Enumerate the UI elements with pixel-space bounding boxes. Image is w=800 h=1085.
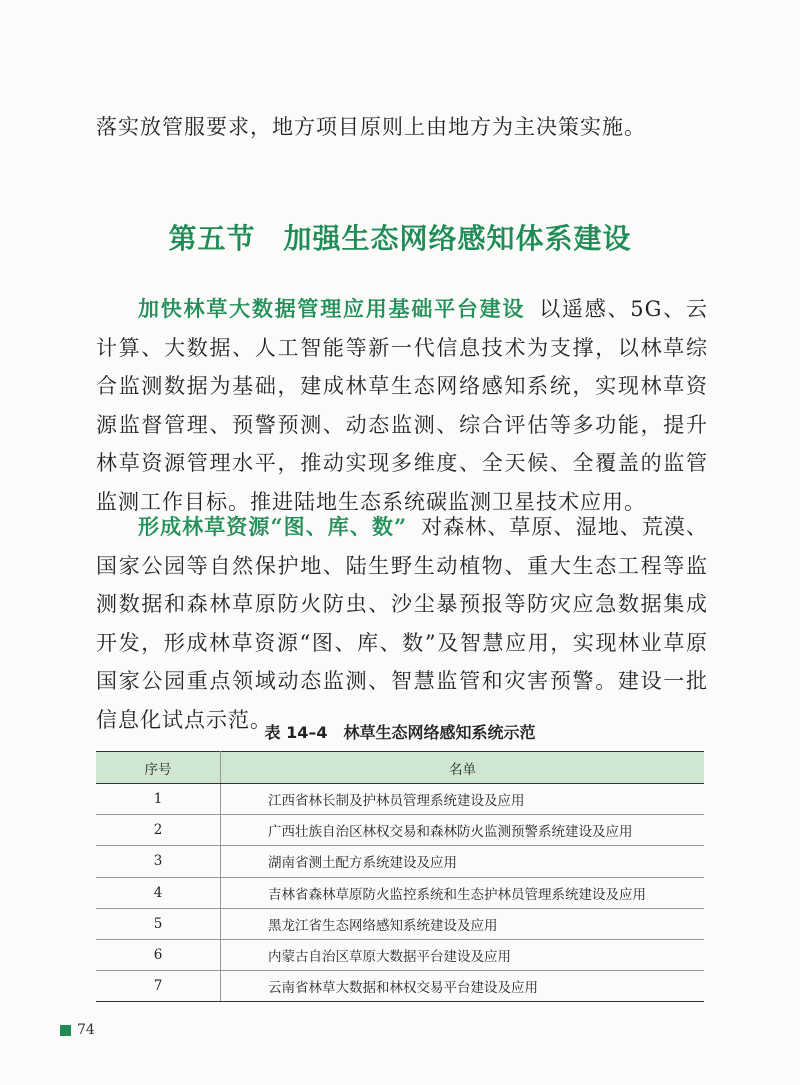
column-header-name: 名单 xyxy=(221,752,705,784)
row-name: 吉林省森林草原防火监控系统和生态护林员管理系统建设及应用 xyxy=(221,877,705,908)
row-seq: 6 xyxy=(96,939,221,970)
table-row xyxy=(96,846,704,877)
paragraph-resource-map-database xyxy=(96,508,708,740)
paragraph-continuation xyxy=(96,108,708,147)
table-row xyxy=(96,877,704,908)
paragraph-text: 以遥感、5G、云计算、大数据、人工智能等新一代信息技术为支撑，以林草综合监测数据为基础，建成林草生态网络感知系统，实现林草资源监督管理、预警预测、动态监测、综合评估等多功能，提升林草资源管理水平，推动实现多维度、全天候、全覆盖的监管监测工作目标。推进陆地生态系统碳监测卫星技术应用。 xyxy=(96,297,708,514)
paragraph-text: 对森林、草原、湿地、荒漠、国家公园等自然保护地、陆生野生动植物、重大生态工程等监测数据和森林草原防火防虫、沙尘暴预报等防灾应急数据集成开发，形成林草资源“图、库、数”及智慧应用，实现林业草原国家公园重点领域动态监测、智慧监管和灾害预警。建设一批信息化试点示范。 xyxy=(96,515,708,732)
table-row xyxy=(96,815,704,846)
row-seq: 2 xyxy=(96,815,221,846)
column-header-seq: 序号 xyxy=(96,752,221,784)
row-seq: 5 xyxy=(96,908,221,939)
page-number: 74 xyxy=(77,1022,95,1038)
paragraph-lead-heading: 形成林草资源“图、库、数” xyxy=(138,514,408,539)
section-heading xyxy=(0,217,800,257)
row-seq: 4 xyxy=(96,877,221,908)
table-caption xyxy=(0,720,800,743)
row-name: 内蒙古自治区草原大数据平台建设及应用 xyxy=(221,939,705,970)
table-caption-title: 林草生态网络感知系统示范 xyxy=(343,723,536,742)
page-marker-square xyxy=(60,1025,71,1036)
paragraph-lead-heading: 加快林草大数据管理应用基础平台建设 xyxy=(138,296,526,321)
table-header-row xyxy=(96,752,704,784)
demo-systems-table xyxy=(96,751,704,1002)
table-row xyxy=(96,908,704,939)
row-seq: 3 xyxy=(96,846,221,877)
section-number: 第五节 xyxy=(168,222,256,255)
table-row xyxy=(96,784,704,815)
paragraph-big-data-platform xyxy=(96,290,708,522)
paragraph-text: 落实放管服要求，地方项目原则上由地方为主决策实施。 xyxy=(96,115,646,139)
row-name: 江西省林长制及护林员管理系统建设及应用 xyxy=(221,784,705,815)
table-caption-number: 表 14–4 xyxy=(264,723,328,742)
section-title-text: 加强生态网络感知体系建设 xyxy=(283,222,632,255)
row-name: 云南省林草大数据和林权交易平台建设及应用 xyxy=(221,971,705,1002)
row-name: 黑龙江省生态网络感知系统建设及应用 xyxy=(221,908,705,939)
table-row xyxy=(96,939,704,970)
row-seq: 1 xyxy=(96,784,221,815)
row-seq: 7 xyxy=(96,971,221,1002)
row-name: 湖南省测土配方系统建设及应用 xyxy=(221,846,705,877)
row-name: 广西壮族自治区林权交易和森林防火监测预警系统建设及应用 xyxy=(221,815,705,846)
table-row xyxy=(96,971,704,1002)
